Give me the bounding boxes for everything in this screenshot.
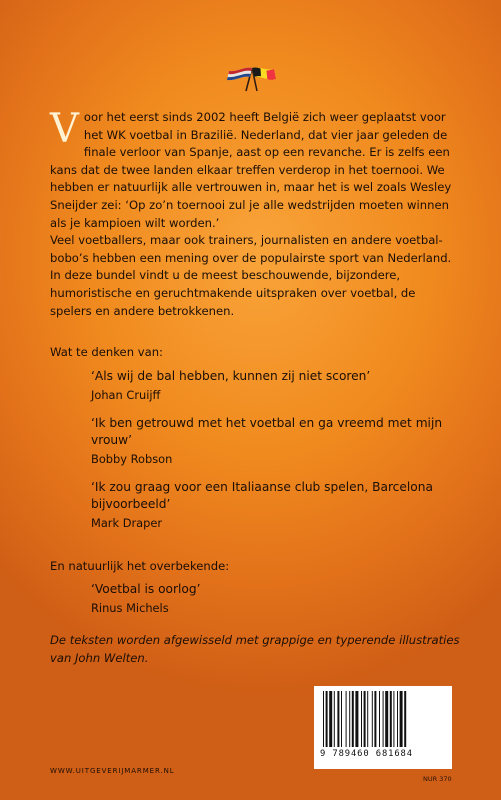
quote-author: Bobby Robson: [91, 452, 173, 466]
isbn-number: 9 789460 681684: [320, 749, 413, 759]
dutch-belgian-flags-icon: [221, 64, 281, 92]
nur-code: NUR 370: [423, 775, 452, 783]
famous-quote-author: Rinus Michels: [91, 601, 169, 615]
famous-quote-text: ‘Voetbal is oorlog’: [91, 582, 201, 596]
quotes-section-label: Wat te denken van:: [50, 345, 163, 359]
barcode-bars: [321, 691, 445, 747]
drop-cap: V: [50, 106, 79, 152]
quote-text: ‘Ik zou graag voor een Italiaanse club spelen, Barcelona bijvoorbeeld’: [91, 480, 433, 511]
quote-author: Mark Draper: [91, 516, 163, 530]
barcode: [314, 686, 452, 769]
quote-block: [91, 479, 461, 532]
quote-block: [91, 368, 461, 404]
publisher-website[interactable]: WWW.UITGEVERIJMARMER.NL: [50, 767, 175, 775]
famous-quote-block: [91, 581, 461, 617]
quote-text: ‘Ik ben getrouwd met het voetbal en ga vreemd met mijn vrouw’: [91, 416, 443, 447]
intro-paragraph-2: Veel voetballers, maar ook trainers, journalisten en andere voetbal-bobo’s hebben een mening over de populairste sport van Nederland. In deze bundel vindt u de meest beschouwende, bijzondere, humoristische en geruchtmakende uitspraken over voetbal, de spelers en andere betrokkenen.: [50, 233, 452, 318]
intro-text: [50, 106, 454, 320]
intro-paragraph-1: oor het eerst sinds 2002 heeft België zich weer geplaatst voor het WK voetbal in Brazilië. Nederland, dat vier jaar geleden de finale verloor van Spanje, aast op een revanche. Er is zelfs een kans dat de twee landen elkaar treffen verderop in het toernooi. We hebben er natuurlijk alle vertrouwen in, maar het is wel zoals Wesley Sneijder zei: ‘Op zo’n toernooi zul je alle wedstrijden moeten winnen als je kampioen wilt worden.’: [50, 110, 452, 230]
illustrations-note: De teksten worden afgewisseld met grappige en typerende illustraties van John Welten.: [50, 633, 460, 665]
quote-text: ‘Als wij de bal hebben, kunnen zij niet scoren’: [91, 369, 371, 383]
quote-author: Johan Cruijff: [91, 388, 161, 402]
famous-quote-label: En natuurlijk het overbekende:: [50, 559, 230, 573]
quote-block: [91, 415, 461, 468]
